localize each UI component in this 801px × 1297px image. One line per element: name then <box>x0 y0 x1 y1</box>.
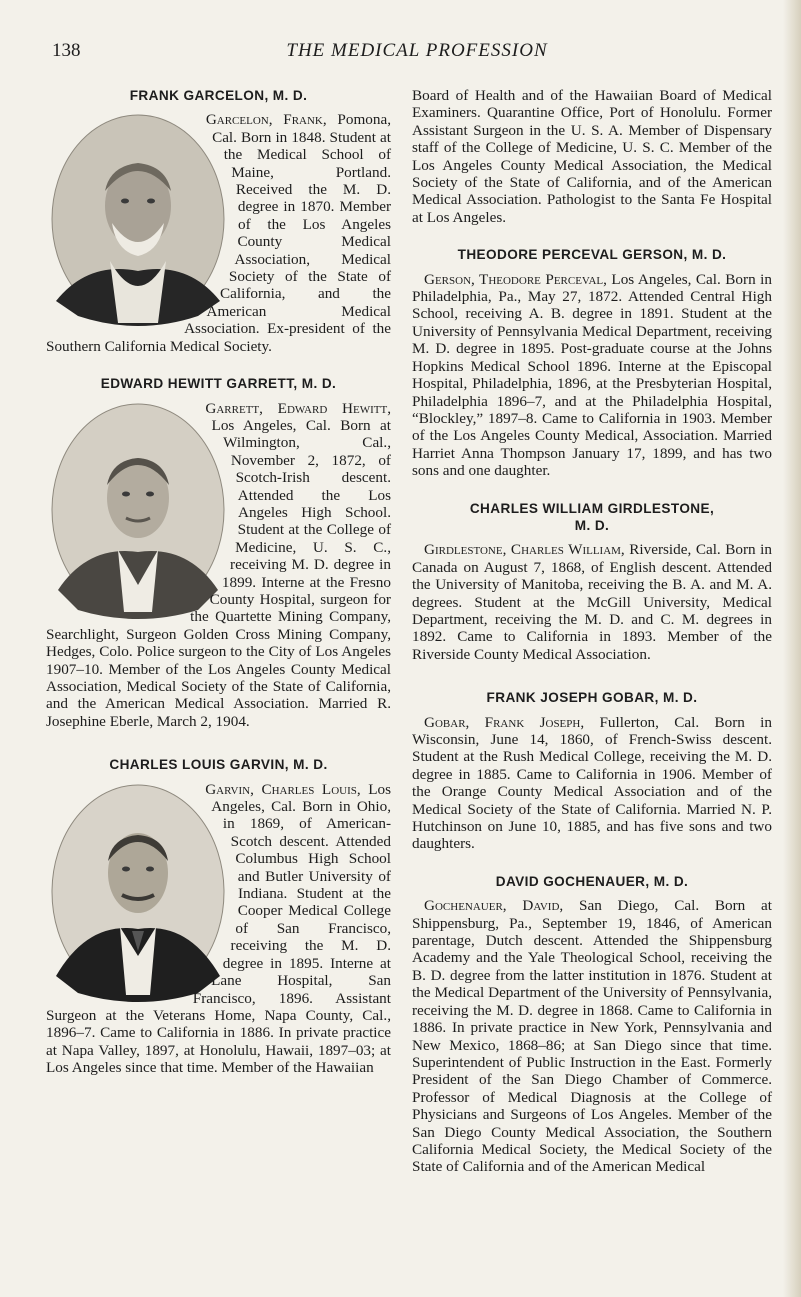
entry-heading-gochenauer: DAVID GOCHENAUER, M. D. <box>495 873 689 889</box>
page-edge <box>783 0 801 1297</box>
spacer <box>412 226 772 246</box>
entry-heading-gobar: FRANK JOSEPH GOBAR, M. D. <box>486 690 698 706</box>
running-title: THE MEDICAL PROFESSION <box>286 40 548 61</box>
entry-name-garcelon: Garcelon, Frank, <box>205 111 327 129</box>
spacer <box>412 663 772 689</box>
spacer <box>46 355 391 375</box>
entry-name-gerson: Gerson, Theodore Perceval, <box>424 270 607 288</box>
entry-heading-garvin: CHARLES LOUIS GARVIN, M. D. <box>109 757 328 773</box>
entry-heading-girdlestone-line2: M. D. <box>574 517 610 533</box>
entry-name-garrett: Garrett, Edward Hewitt, <box>205 399 391 417</box>
left-column <box>46 87 391 1077</box>
entry-text-gerson <box>412 271 772 480</box>
entry-text-gochenauer <box>412 897 772 1176</box>
entry-name-garvin: Garvin, Charles Louis, <box>205 780 361 798</box>
entry-heading-girdlestone <box>412 500 772 535</box>
entry-body-gochenauer: San Diego, Cal. Born at Shippensburg, Pa., September 19, 1846, of American parentage, Dutch descent. Attended the Shippensburg Academy and the Yale Theological School, receiving the B. D. degree from the latter institution in 1876. Student at the Medical Department of the University of Pennsylvania, receiving the M. D. degree in 1868. Came to California in 1886. In private practice in New York, Pennsylvania and New Mexico, 1868–86; at San Diego since that time. Superintendent of Public Instruction in the East. Formerly President of the San Diego Chamber of Commerce. Professor of Medical Diagnosis at the College of Physicians and Surgeons of Los Angeles. Member of the San Diego County Medical Association, the Southern California Medical Society, the Medical Society of the State of California and of the American Medical <box>412 897 773 1176</box>
portrait-garrett <box>48 400 228 620</box>
entry-text-gobar <box>412 714 772 853</box>
entry-body-garcelon: Pomona, Cal. Born in 1848. Student at the Medical School of Maine, Portland. Received the M. D. degree in 1870. Member of the Los Angeles County Medical Association, Medical Society of the State of California, and the American Medical Association. Ex-president of the Southern California Medical Society. <box>46 111 391 355</box>
entry-heading-garcelon: FRANK GARCELON, M. D. <box>129 88 308 103</box>
entry-heading-gerson: THEODORE PERCEVAL GERSON, M. D. <box>457 247 727 263</box>
entry-body-gobar: Fullerton, Cal. Born in Wisconsin, June 14, 1860, of French-Swiss descent. Student at the Rush Medical College, receiving the M. D. degree in 1885. Came to California in 1906. Member of the Orange County Medical Association and of the Medical Society of the State of California. Married N. P. Hutchinson on June 10, 1885, and has five sons and two daughters. <box>412 713 772 853</box>
running-head <box>52 40 782 64</box>
portrait-garvin <box>48 781 228 1003</box>
entry-text-girdlestone <box>412 541 772 663</box>
entry-heading-garrett: EDWARD HEWITT GARRETT, M. D. <box>100 376 337 392</box>
spacer <box>412 480 772 500</box>
entry-name-gobar: Gobar, Frank Joseph, <box>424 713 585 731</box>
entry-body-garvin: Los Angeles, Cal. Born in Ohio, in 1869, of American-Scotch descent. Attended Columbus High School and Butler University of Indiana. Student at the Cooper Medical College of San Francisco, receiving the M. D. degree in 1895. Interne at Lane Hospital, San Francisco, 1896. Assistant Surgeon at the Veterans Home, Napa County, Cal., 1896–7. Came to California in 1886. In private practice at Napa Valley, 1897, at Honolulu, Hawaii, 1897–03; at Los Angeles since that time. Member of the Hawaiian <box>46 780 392 1077</box>
entry-body-gerson: Los Angeles, Cal. Born in Philadelphia, Pa., May 27, 1872. Attended Central High School, receiving A. B. degree in 1891. Student at the University of Pennsylvania Medical Department, receiving M. D. degree in 1895. Post-graduate course at the Johns Hopkins Medical School 1896. Interne at the Episcopal Hospital, Philadelphia, 1896, at the Presbyterian Hospital, Philadelphia 1896–7, and at the Philadelphia Hospital, “Blockley,” 1897–8. Came to California in 1903. Member of the Los Angeles County Medical, Association. Married Harriet Anna Thompson January 17, 1899, and has two sons and one daughter. <box>412 270 772 480</box>
portrait-garcelon <box>48 111 228 327</box>
spacer <box>46 730 391 756</box>
entry-name-gochenauer: Gochenauer, David, <box>424 897 564 915</box>
entry-body-girdlestone: Riverside, Cal. Born in Canada on August 7, 1868, of English descent. Attended the University of Manitoba, receiving the B. A. and M. A. degrees. Student at the McGill University, Medical Department, receiving the M. D. and C. M. degrees in 1892. Came to California in 1893. Member of the Riverside County Medical Association. <box>412 541 772 663</box>
right-column <box>412 87 772 1176</box>
page-number: 138 <box>52 40 81 61</box>
entry-heading-girdlestone-line1: CHARLES WILLIAM GIRDLESTONE, <box>469 500 715 516</box>
spacer <box>412 853 772 873</box>
entry-name-girdlestone: Girdlestone, Charles William, <box>424 541 625 559</box>
entry-body-garrett: Los Angeles, Cal. Born at Wilmington, Cal., November 2, 1872, of Scotch-Irish descent. Attended the Los Angeles High School. Student at the College of Medicine, U. S. C., receiving M. D. degree in 1899. Interne at the Fresno County Hospital, surgeon for the Quartette Mining Company, Searchlight, Surgeon Golden Cross Mining Company, Hedges, Colo. Police surgeon to the City of Los Angeles 1907–10. Member of the Los Angeles County Medical Association, Medical Society of the State of California, and the American Medical Association. Married R. Josephine Eberle, March 2, 1904. <box>46 416 391 730</box>
entry-continuation-garvin: Board of Health and of the Hawaiian Board of Medical Examiners. Quarantine Office, Port of Honolulu. Former Assistant Surgeon in the U. S. A. Member of Dispensary staff of the College of Medicine, U. S. C. Member of the Los Angeles County Medical Association, the Medical Society of the State of California, and of the American Medical Association. Pathologist to the Santa Fe Hospital at Los Angeles. <box>412 87 772 226</box>
